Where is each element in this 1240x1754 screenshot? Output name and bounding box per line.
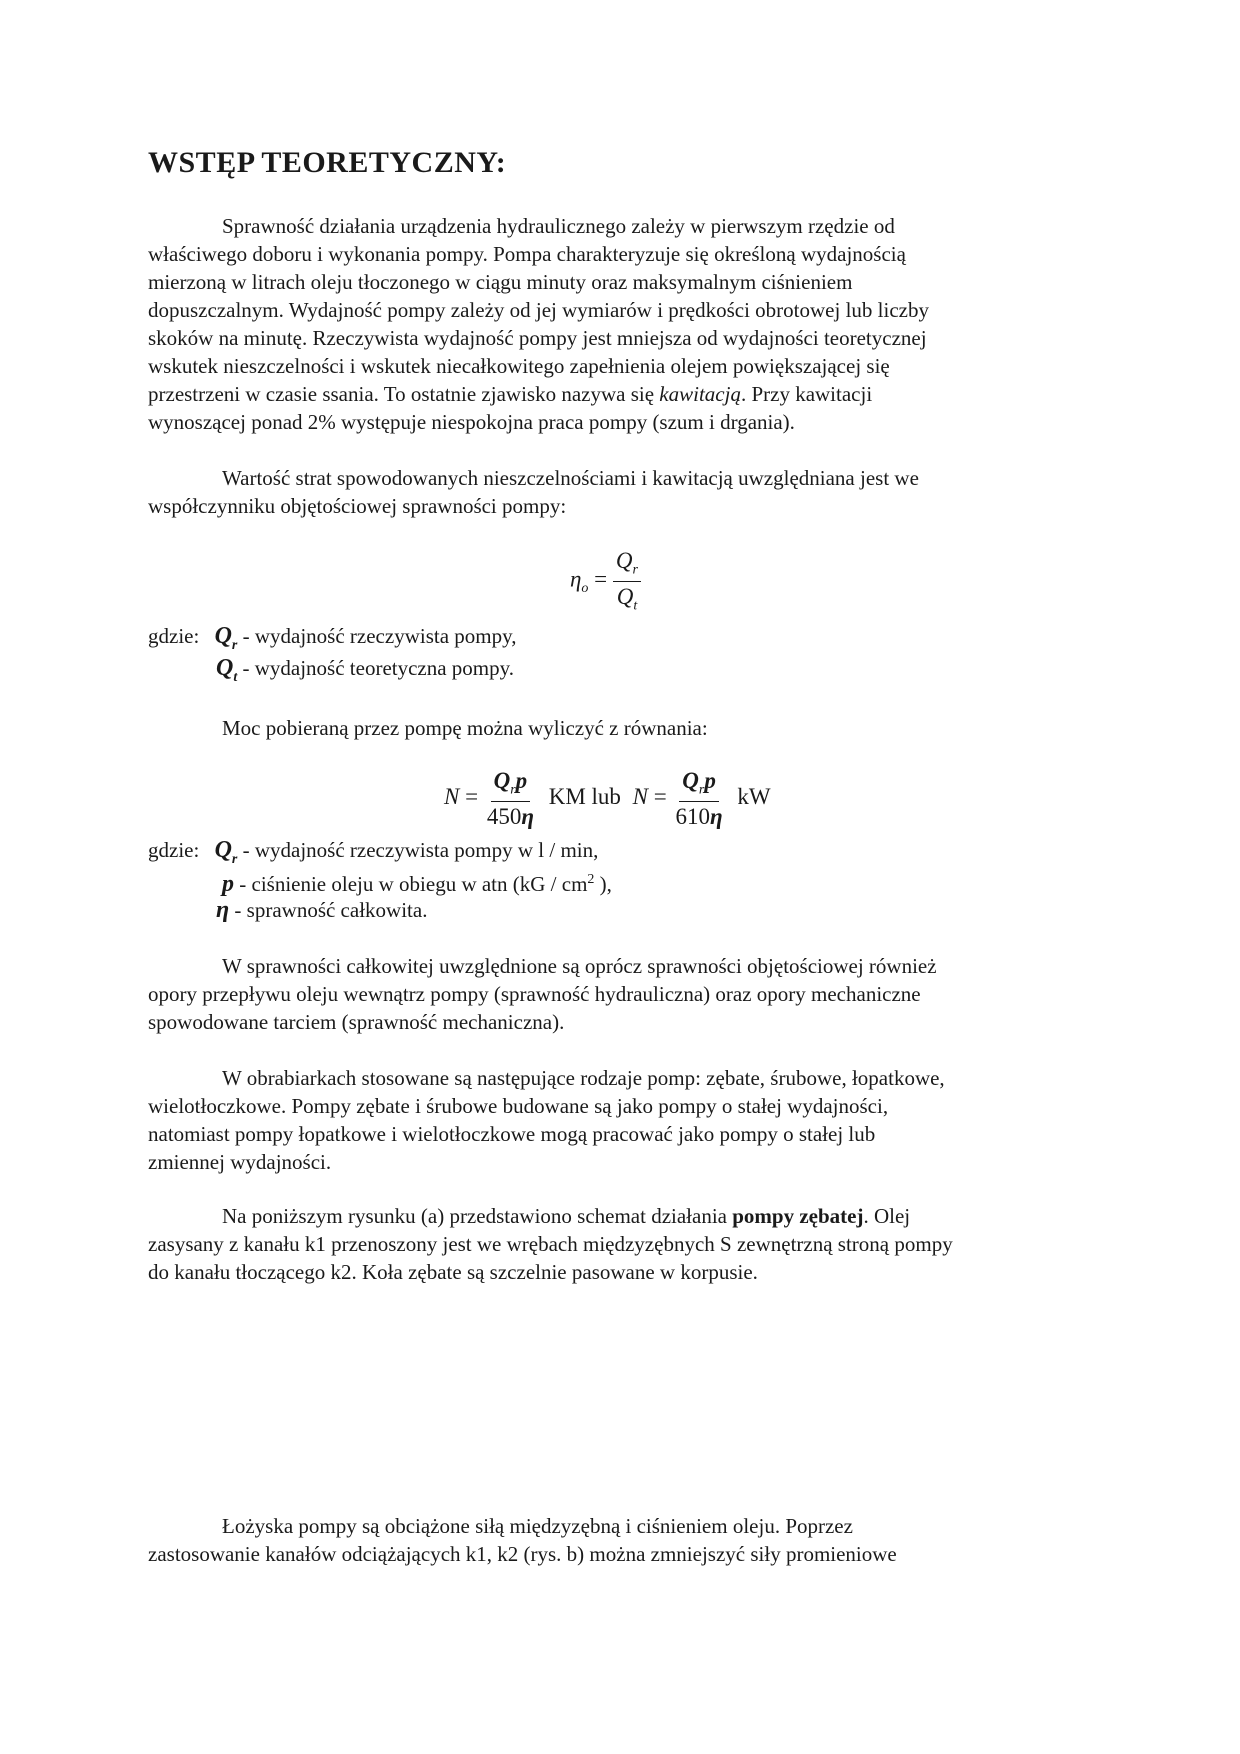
symbol-qr: $Q_r$ [214, 623, 238, 653]
text-line: zmiennej wydajności. [148, 1150, 332, 1174]
text-line: współczynniku objętościowej sprawności pompy: [148, 494, 567, 518]
paragraph-loss-coefficient [148, 464, 1108, 520]
text-line: skoków na minutę. Rzeczywista wydajność pompy jest mniejsza od wydajności teoretycznej [148, 326, 927, 350]
text-line: zasysany z kanału k1 przenoszony jest we wrębach międzyzębnych S zewnętrzną stroną pompy [148, 1232, 953, 1256]
text-line: właściwego doboru i wykonania pompy. Pompa charakteryzuje się określoną wydajnością [148, 242, 906, 266]
text-line: W sprawności całkowitej uwzględnione są oprócz sprawności objętościowej również [222, 954, 937, 978]
legend-symbols-2: gdzie: $Q_r$ - wydajność rzeczywista pompy w l / min, [148, 837, 599, 867]
paragraph-pump-efficiency [148, 212, 1108, 436]
text-line: Moc pobieraną przez pompę można wyliczyć z równania: [222, 716, 708, 740]
text-line: opory przepływu oleju wewnątrz pompy (sprawność hydrauliczna) oraz opory mechaniczne [148, 982, 921, 1006]
fraction: $\frac{Q_rp}{610\eta}$ [675, 768, 723, 829]
text-line: do kanału tłoczącego k2. Koła zębate są szczelnie pasowane w korpusie. [148, 1260, 758, 1284]
bold-term: pompy zębatej [732, 1204, 864, 1228]
text-line: Wartość strat spowodowanych nieszczelnościami i kawitacją uwzględniana jest we [222, 466, 919, 490]
text-line: spowodowane tarciem (sprawność mechaniczna). [148, 1010, 565, 1034]
text-line: mierzoną w litrach oleju tłoczonego w ciągu minuty oraz maksymalnym ciśnieniem [148, 270, 853, 294]
paragraph-gear-pump [148, 1202, 1108, 1286]
text-line: wynoszącej ponad 2% występuje niespokojna praca pompy (szum i drgania). [148, 410, 795, 434]
legend-symbols-1-row2: $Q_t$ - wydajność teoretyczna pompy. [216, 655, 515, 685]
paragraph-power [148, 714, 1108, 742]
fraction: $\frac{Q_rp}{450\eta}$ [486, 768, 534, 829]
emphasis-term: kawitacją [659, 382, 741, 406]
text-line: natomiast pompy łopatkowe i wielotłoczkowe mogą pracować jako pompy o stałej lub [148, 1122, 876, 1146]
legend-symbols-2-row3: η - sprawność całkowita. [216, 897, 428, 923]
equation-power: N = $\frac{Q_rp}{450\eta}$ KM lub N = $\frac{Q_rp}{610\eta}$ kW [444, 768, 771, 829]
text-line: Łożyska pompy są obciążone siłą międzyzębną i ciśnieniem oleju. Poprzez [222, 1514, 853, 1538]
paragraph-pump-types [148, 1064, 1108, 1176]
text-line: przestrzeni w czasie ssania. To ostatnie zjawisko nazywa się kawitacją. Przy kawitacji [148, 382, 873, 406]
paragraph-total-efficiency [148, 952, 1108, 1036]
text-line: dopuszczalnym. Wydajność pompy zależy od jej wymiarów i prędkości obrotowej lub liczby [148, 298, 929, 322]
text-line: wielotłoczkowe. Pompy zębate i śrubowe budowane są jako pompy o stałej wydajności, [148, 1094, 889, 1118]
equation-volumetric-efficiency: $\eta_o$ = $\frac{Q_r}{Q_t}$ [570, 548, 641, 614]
legend-symbols-1: gdzie: $Q_r$ - wydajność rzeczywista pompy, [148, 623, 517, 653]
paragraph-bearings [148, 1512, 1108, 1568]
text-line: W obrabiarkach stosowane są następujące rodzaje pomp: zębate, śrubowe, łopatkowe, [222, 1066, 945, 1090]
symbol-p: p [222, 871, 234, 897]
symbol-qr: $Q_r$ [214, 837, 238, 867]
legend-symbols-2-row2: p - ciśnienie oleju w obiegu w atn ($kG / cm^2$ ), [222, 871, 612, 897]
text-line: zastosowanie kanałów odciążających k1, k2 (rys. b) można zmniejszyć siły promieniowe [148, 1542, 897, 1566]
symbol-qt: $Q_t$ [216, 655, 238, 685]
fraction: $\frac{Q_r}{Q_t}$ [613, 548, 641, 614]
text-line: wskutek nieszczelności i wskutek niecałkowitego zapełnienia olejem powiększającej się [148, 354, 890, 378]
text-line: Na poniższym rysunku (a) przedstawiono schemat działania pompy zębatej. Olej [222, 1204, 911, 1228]
symbol-eta: η [216, 897, 230, 923]
text-line: Sprawność działania urządzenia hydraulicznego zależy w pierwszym rzędzie od [222, 214, 895, 238]
section-title: WSTĘP TEORETYCZNY: [148, 146, 507, 179]
